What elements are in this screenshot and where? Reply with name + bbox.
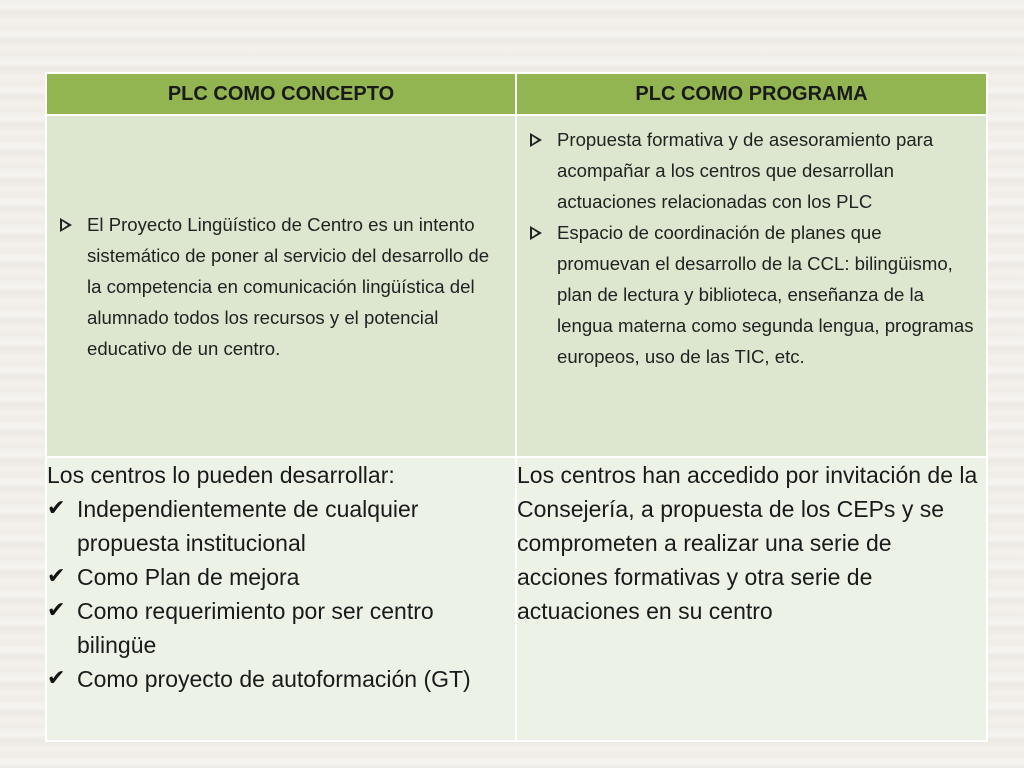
- development-item-text: Como requerimiento por ser centro bilingüe: [77, 598, 434, 658]
- list-item: [557, 217, 976, 372]
- arrow-bullet-icon: [60, 218, 72, 232]
- program-access-cell: [516, 457, 987, 741]
- list-item: [47, 662, 515, 696]
- development-item-text: Como proyecto de autoformación (GT): [77, 666, 471, 692]
- definition-row: [46, 115, 987, 457]
- header-plc-concepto: PLC COMO CONCEPTO: [46, 73, 516, 115]
- list-item: [87, 209, 505, 364]
- checkmark-icon: ✔: [47, 564, 66, 589]
- development-item-text: Como Plan de mejora: [77, 564, 300, 590]
- arrow-bullet-icon: [530, 133, 542, 147]
- program-bullet-text: Espacio de coordinación de planes que promuevan el desarrollo de la CCL: bilingüismo, plan de lectura y biblioteca, enseñanza de la lengua materna como segunda lengua, programas europeos, uso de las TIC, etc.: [557, 222, 974, 367]
- concept-bullet-text: El Proyecto Lingüístico de Centro es un intento sistemático de poner al servicio del desarrollo de la competencia en comunicación lingüística del alumnado todos los recursos y el potencial educativo de un centro.: [87, 213, 490, 359]
- concept-definition-cell: [46, 115, 516, 457]
- development-row: [46, 457, 987, 741]
- header-plc-programa: PLC COMO PROGRAMA: [516, 73, 987, 115]
- header-row: [46, 73, 987, 115]
- arrow-bullet-icon: [530, 226, 542, 240]
- comparison-table: [45, 72, 988, 742]
- concept-bullet-list: [47, 209, 515, 364]
- program-bullet-list: [517, 116, 986, 372]
- program-access-text: Los centros han accedido por invitación de la Consejería, a propuesta de los CEPs y se comprometen a realizar una serie de acciones formativas y otra serie de actuaciones en su centro: [517, 462, 978, 624]
- list-item: [47, 594, 515, 662]
- program-definition-cell: [516, 115, 987, 457]
- development-check-list: [47, 492, 515, 696]
- checkmark-icon: ✔: [47, 666, 66, 691]
- program-bullet-text: Propuesta formativa y de asesoramiento para acompañar a los centros que desarrollan actuaciones relacionadas con los PLC: [557, 129, 934, 212]
- concept-development-cell: [46, 457, 516, 741]
- list-item: [557, 124, 976, 217]
- list-item: [47, 560, 515, 594]
- list-item: [47, 492, 515, 560]
- checkmark-icon: ✔: [47, 496, 66, 521]
- checkmark-icon: ✔: [47, 598, 66, 623]
- development-item-text: Independientemente de cualquier propuesta institucional: [77, 496, 419, 556]
- development-intro: Los centros lo pueden desarrollar:: [47, 462, 395, 488]
